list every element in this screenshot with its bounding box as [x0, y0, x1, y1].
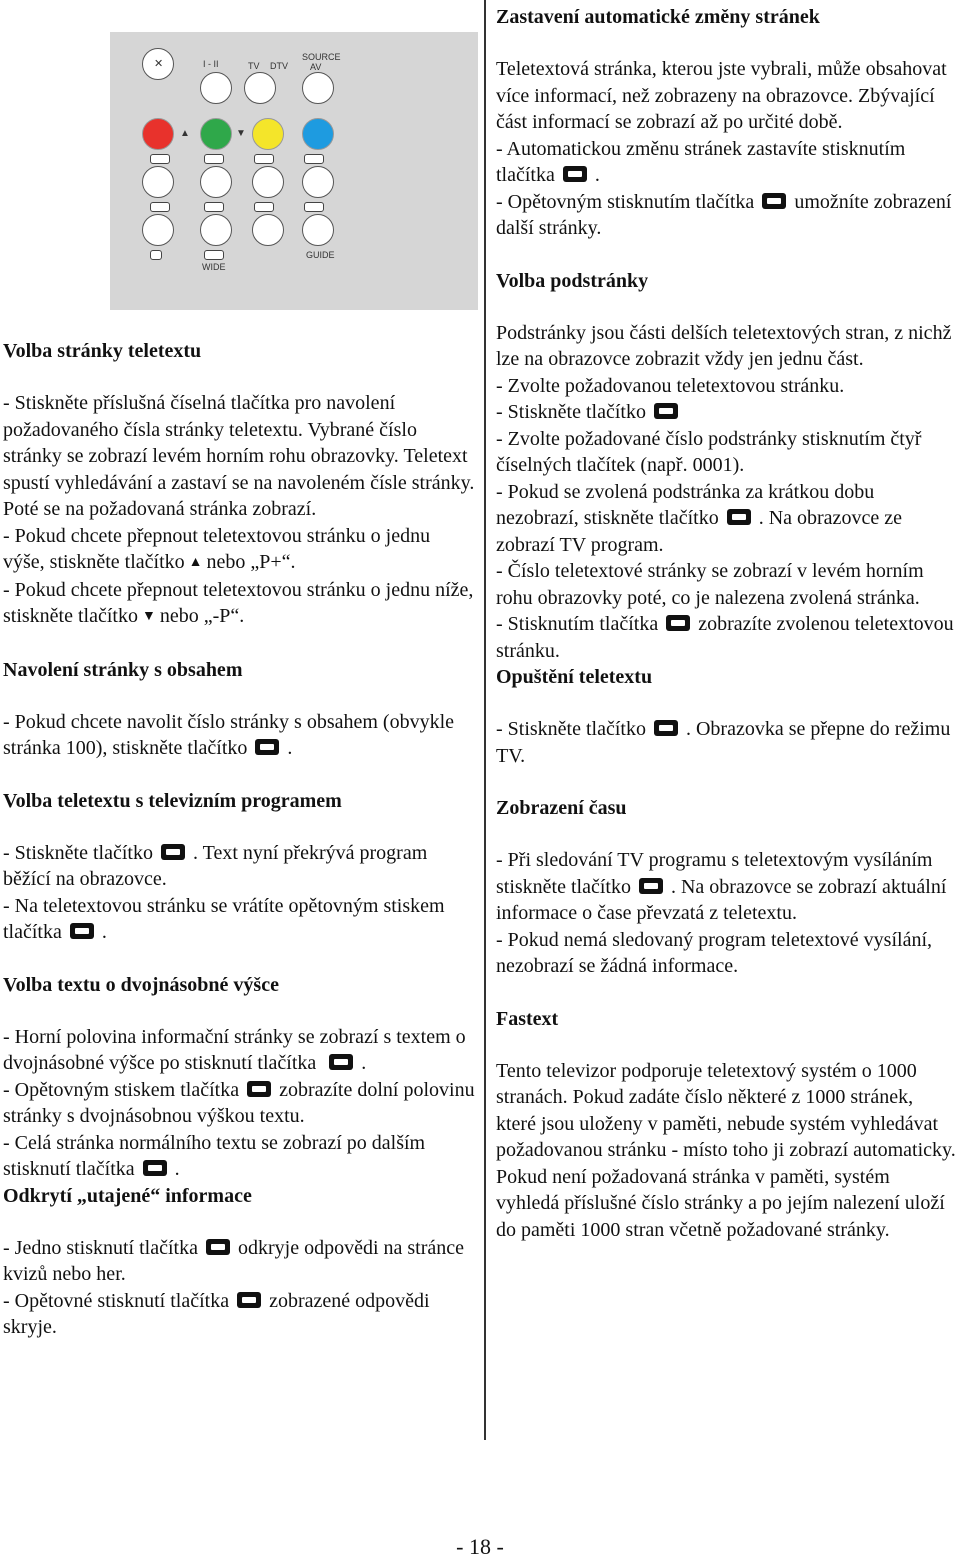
- source-label: SOURCE: [302, 52, 341, 62]
- yellow-button-icon: [252, 118, 284, 150]
- subtitle-button-icon: [302, 166, 334, 198]
- expand-button-icon: [324, 1053, 358, 1071]
- update-icon: [204, 202, 224, 212]
- expand-icon: [150, 202, 170, 212]
- section-title-index-page: Navolení stránky s obsahem: [3, 658, 243, 681]
- subpage-text-5: - Pokud se zvolená podstránka za krátkou dobu nezobrazí, stiskněte tlačítko . Na obrazovce ze zobrazí TV program.: [496, 480, 902, 556]
- red-button-icon: [142, 118, 174, 150]
- reveal-text-2: - Opětovné stisknutí tlačítka zobrazené odpovědi skryje.: [3, 1289, 430, 1338]
- reveal-button-icon: [201, 1238, 235, 1256]
- expand-button-icon: [138, 1159, 172, 1177]
- exit-text: - Stiskněte tlačítko . Obrazovka se přepne do režimu TV.: [496, 718, 951, 767]
- tv-button-icon: [244, 72, 276, 104]
- expand-button-icon: [242, 1080, 276, 1098]
- section-title-subpage: Volba podstránky: [496, 269, 649, 292]
- reveal-text-1: - Jedno stisknutí tlačítka odkryje odpovědi na stránce kvizů nebo her.: [3, 1236, 465, 1285]
- up-arrow-icon: ▲: [180, 128, 190, 139]
- reveal-icon: [254, 202, 274, 212]
- guide-label: GUIDE: [306, 250, 335, 260]
- subtitle-icon: [304, 154, 324, 164]
- page-down-text: - Pokud chcete přepnout teletextovou stránku o jednu níže, stiskněte tlačítko ▼ nebo „-P“.: [3, 578, 474, 627]
- wide-label: WIDE: [202, 262, 226, 272]
- hold-text-2: - Automatickou změnu stránek zastavíte stisknutím tlačítka .: [496, 137, 906, 186]
- subpage-text-6: - Číslo teletextové stránky se zobrazí v levém horním rohu obrazovky poté, co je nalezena zvolená stránka.: [496, 560, 924, 609]
- index-button-icon: [200, 166, 232, 198]
- section-title-double-height: Volba textu o dvojnásobné výšce: [3, 973, 279, 996]
- section-title-fastext: Fastext: [496, 1007, 559, 1030]
- green-button-icon: [200, 118, 232, 150]
- subpage-button-icon: [649, 402, 683, 420]
- double-height-text-3: - Celá stránka normálního textu se zobrazí po dalším stisknutí tlačítka .: [3, 1131, 426, 1180]
- hold-text-3: - Opětovným stisknutím tlačítka umožníte zobrazení další stránky.: [496, 190, 952, 239]
- column-divider: [484, 0, 486, 1440]
- subpage-text-1: Podstránky jsou části delších teletextových stran, z nichž lze na obrazovce zobrazit vždy jen jednu část.: [496, 321, 952, 370]
- section-title-exit: Opuštění teletextu: [496, 666, 653, 688]
- blue-button-icon: [302, 118, 334, 150]
- reveal-button-icon: [232, 1291, 266, 1309]
- section-title-select-page: Volba stránky teletextu: [3, 340, 202, 362]
- wide-icon: [204, 250, 224, 260]
- mix-button-icon: [252, 166, 284, 198]
- teletext-icon: [150, 154, 170, 164]
- source-button-icon: [302, 72, 334, 104]
- update-button-icon: [200, 214, 232, 246]
- mix-text-1: - Stiskněte tlačítko . Text nyní překrývá program běžící na obrazovce.: [3, 841, 428, 890]
- time-text-2: - Pokud nemá sledovaný program teletextové vysílání, nezobrazí se žádná informace.: [496, 928, 933, 977]
- section-title-time: Zobrazení času: [496, 797, 627, 819]
- section-title-mix: Volba teletextu s televizním programem: [3, 789, 342, 812]
- select-page-text: - Stiskněte příslušná číselná tlačítka pro navolení požadovaného čísla stránky teletextu. Vybrané číslo stránky se zobrazí levém horním rohu obrazovky. Teletext spustí vyhledávání a zastaví se na navoleném čísle stránky. Poté se na požadovaná stránka zobrazí.: [3, 392, 475, 520]
- mix-button-icon: [65, 922, 99, 940]
- subpage-text-7: - Stisknutím tlačítka zobrazíte zvolenou teletextovou stránku.: [496, 613, 954, 662]
- mix-button-icon: [156, 843, 190, 861]
- index-icon: [204, 154, 224, 164]
- reveal-button-icon: [252, 214, 284, 246]
- index-page-text: - Pokud chcete navolit číslo stránky s obsahem (obvykle stránka 100), stiskněte tlačítko .: [3, 710, 455, 759]
- subpage-text-2: - Zvolte požadovanou teletextovou stránku.: [496, 374, 845, 397]
- page-number: - 18 -: [456, 1534, 504, 1559]
- index-button-icon: [250, 738, 284, 756]
- down-triangle-icon: ▼: [141, 609, 156, 624]
- time-icon: [150, 250, 162, 260]
- down-arrow-icon: ▼: [236, 128, 246, 139]
- mix-icon: [254, 154, 274, 164]
- left-column: [3, 338, 475, 1341]
- tv-button-icon: [649, 719, 683, 737]
- time-text-1: - Při sledování TV programu s teletextovým vysíláním stiskněte tlačítko . Na obrazovce se zobrazí aktuální informace o čase převzatá z teletextu.: [496, 849, 947, 924]
- time-button-icon: [634, 877, 668, 895]
- subpage-button-icon: [661, 614, 695, 632]
- av-label: AV: [310, 62, 322, 72]
- right-column: [496, 0, 958, 1243]
- mute-icon: ✕: [154, 58, 164, 70]
- dual-sound-button-icon: [200, 72, 232, 104]
- subpage-button-icon: [722, 508, 756, 526]
- mix-text-2: - Na teletextovou stránku se vrátíte opětovným stiskem tlačítka .: [3, 894, 445, 943]
- hold-button-icon: [757, 192, 791, 210]
- section-title-reveal: Odkrytí „utajené“ informace: [3, 1184, 252, 1207]
- up-triangle-icon: ▲: [188, 555, 203, 570]
- double-height-text-1: - Horní polovina informační stránky se zobrazí s textem o dvojnásobné výšce po stisknutí tlačítka .: [3, 1025, 466, 1074]
- expand-button-icon: [142, 214, 174, 246]
- hold-icon: [304, 202, 324, 212]
- hold-button-icon: [558, 165, 592, 183]
- teletext-button-icon: [142, 166, 174, 198]
- input-label: I - II: [203, 59, 219, 69]
- page-up-text: - Pokud chcete přepnout teletextovou stránku o jednu výše, stiskněte tlačítko ▲ nebo „P+“.: [3, 524, 431, 573]
- subpage-text-3: - Stiskněte tlačítko: [496, 399, 958, 426]
- hold-text-1: Teletextová stránka, kterou jste vybrali, může obsahovat více informací, než zobrazeny na obrazovce. Zbývající část informací se zobrazí až po určité době.: [496, 58, 947, 133]
- subpage-text-4: - Zvolte požadované číslo podstránky stisknutím čtyř číselných tlačítek (např. 0001).: [496, 427, 922, 476]
- fastext-text: Tento televizor podporuje teletextový systém o 1000 stranách. Pokud zadáte číslo některé z 1000 stránek, které jsou uloženy v paměti, nebude systém vyhledávat požadovanou stránku - místo toho ji zobrazí automaticky. Pokud není požadovaná stránka v paměti, systém vyhledá příslušné číslo stránky a po jejím nalezení uloží do paměti 1000 stran včetně požadované stránky.: [496, 1059, 956, 1241]
- tv-label: TV: [248, 61, 260, 71]
- hold-button-icon: [302, 214, 334, 246]
- double-height-text-2: - Opětovným stiskem tlačítka zobrazíte dolní polovinu stránky s dvojnásobnou výškou textu.: [3, 1078, 475, 1127]
- remote-control-image: [110, 32, 478, 310]
- section-title-hold: Zastavení automatické změny stránek: [496, 6, 820, 28]
- dtv-label: DTV: [270, 61, 288, 71]
